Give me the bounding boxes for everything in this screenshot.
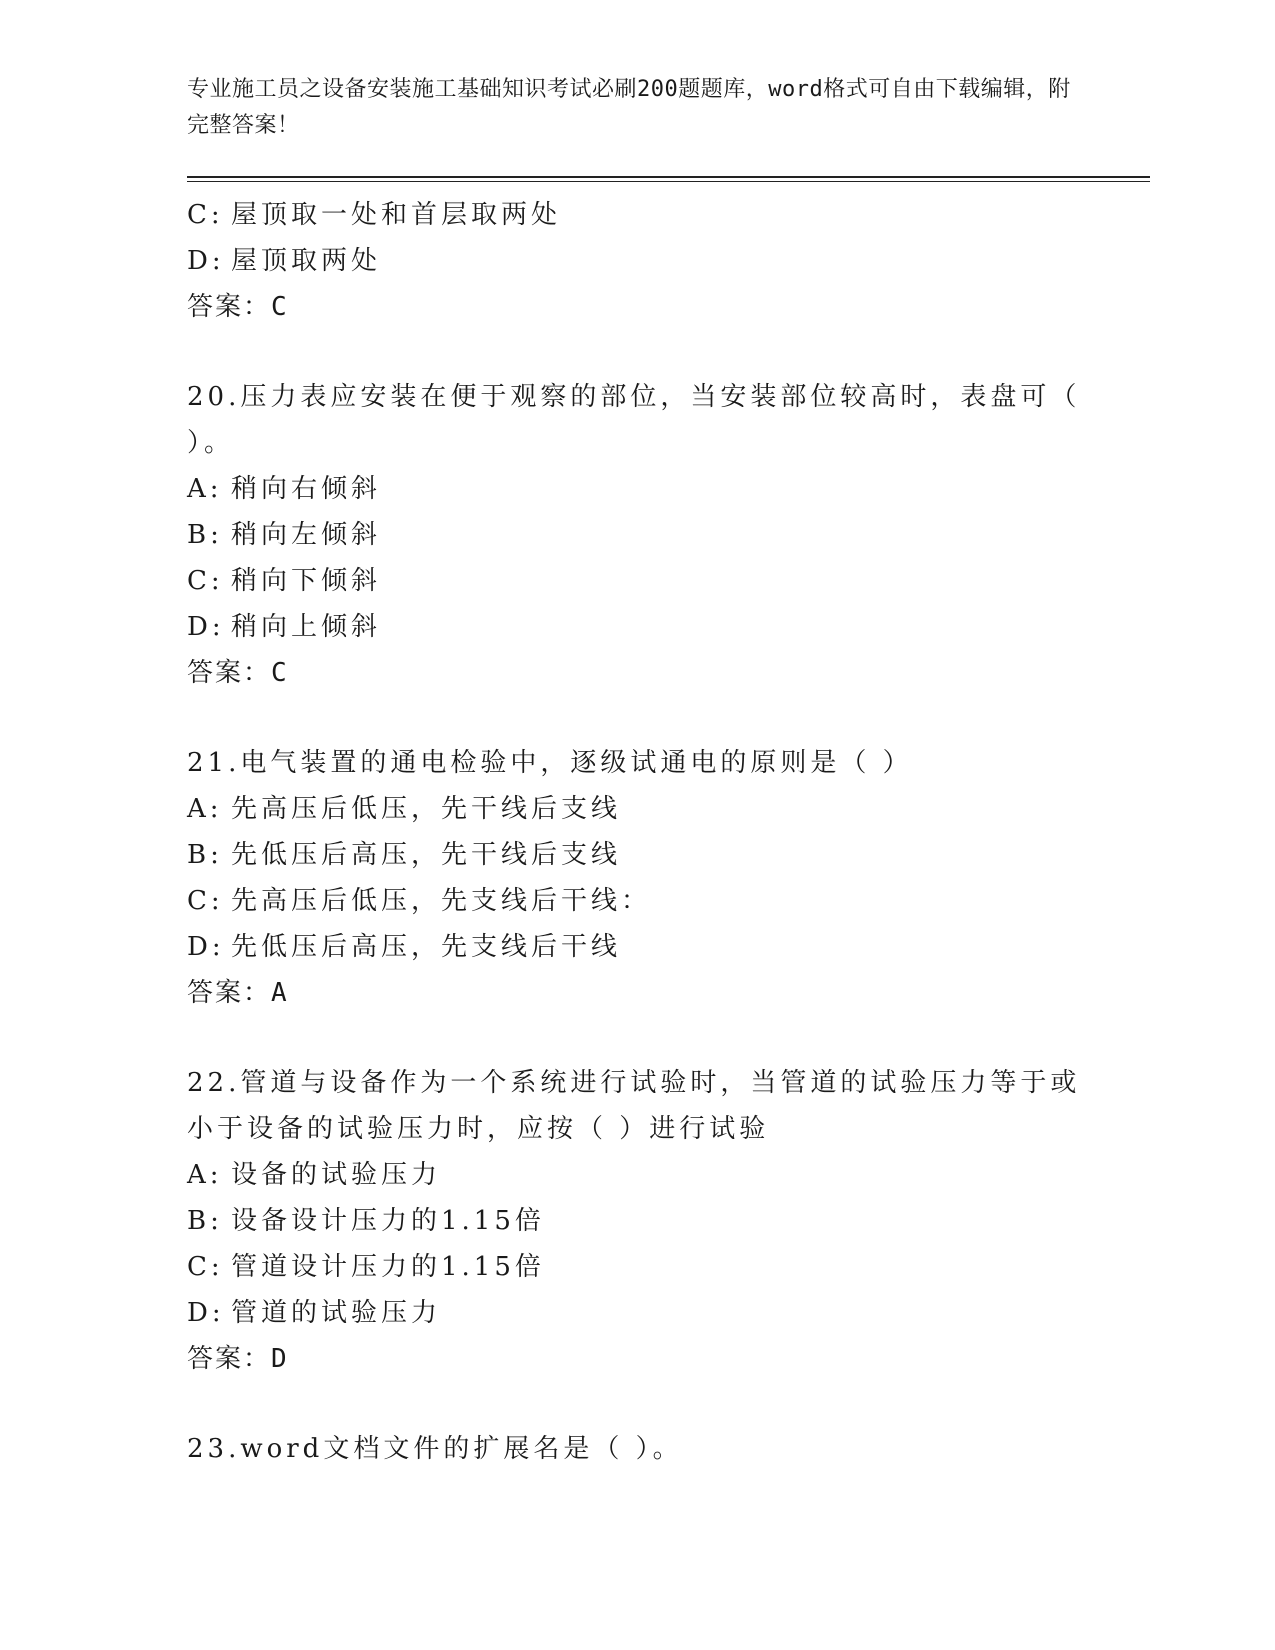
- option-label: C:: [187, 200, 224, 230]
- option-line: [187, 924, 1087, 970]
- option-text: 稍向左倾斜: [231, 520, 382, 550]
- option-line: [187, 1152, 1087, 1198]
- option-text: 管道设计压力的1.15倍: [231, 1252, 545, 1282]
- option-text: 稍向右倾斜: [231, 474, 382, 504]
- question-block: [187, 1426, 1087, 1472]
- option-text: 管道的试验压力: [231, 1298, 442, 1328]
- document-header: [187, 72, 1087, 144]
- question-block: [187, 1060, 1087, 1382]
- option-text: 设备设计压力的1.15倍: [231, 1206, 545, 1236]
- option-line: [187, 1244, 1087, 1290]
- header-divider-thick: [187, 176, 1150, 178]
- answer-line: 答案：C: [187, 658, 289, 688]
- option-label: D:: [187, 612, 225, 642]
- question-text: 23.word文档文件的扩展名是（ ）。: [187, 1434, 683, 1464]
- option-line: [187, 786, 1087, 832]
- option-text: 先低压后高压，先干线后支线: [231, 840, 622, 870]
- option-text: 屋顶取一处和首层取两处: [231, 200, 562, 230]
- answer-line: 答案：C: [187, 292, 289, 322]
- option-text: 稍向下倾斜: [231, 566, 382, 596]
- option-line: [187, 832, 1087, 878]
- option-text: 设备的试验压力: [231, 1160, 442, 1190]
- option-label: A:: [187, 1160, 223, 1190]
- question-text: 22.管道与设备作为一个系统进行试验时，当管道的试验压力等于或小于设备的试验压力时，应按（ ）进行试验: [187, 1068, 1081, 1144]
- option-label: D:: [187, 1298, 225, 1328]
- option-text: 先高压后低压，先干线后支线: [231, 794, 622, 824]
- document-title: 专业施工员之设备安装施工基础知识考试必刷200题题库，word格式可自由下载编辑，附完整答案！: [187, 77, 1071, 138]
- header-divider-thin: [187, 181, 1150, 182]
- option-line: [187, 558, 1087, 604]
- option-line: [187, 192, 1087, 238]
- question-block-partial: [187, 192, 1087, 330]
- option-text: 屋顶取两处: [231, 246, 382, 276]
- answer-line: 答案：A: [187, 978, 289, 1008]
- option-line: [187, 466, 1087, 512]
- option-label: A:: [187, 794, 223, 824]
- option-label: A:: [187, 474, 223, 504]
- option-label: D:: [187, 932, 225, 962]
- question-list: [187, 192, 1087, 1472]
- option-line: [187, 1290, 1087, 1336]
- option-line: [187, 604, 1087, 650]
- option-line: [187, 512, 1087, 558]
- option-label: C:: [187, 566, 224, 596]
- option-line: [187, 878, 1087, 924]
- option-label: B:: [187, 520, 223, 550]
- question-text: 21.电气装置的通电检验中，逐级试通电的原则是（ ）: [187, 748, 913, 778]
- option-line: [187, 238, 1087, 284]
- option-text: 稍向上倾斜: [231, 612, 382, 642]
- option-label: C:: [187, 886, 224, 916]
- option-label: B:: [187, 1206, 223, 1236]
- question-text: 20.压力表应安装在便于观察的部位，当安装部位较高时，表盘可（ ）。: [187, 382, 1081, 458]
- question-block: [187, 740, 1087, 1016]
- option-text: 先高压后低压，先支线后干线：: [231, 886, 652, 916]
- option-label: C:: [187, 1252, 224, 1282]
- question-block: [187, 374, 1087, 696]
- option-line: [187, 1198, 1087, 1244]
- answer-line: 答案：D: [187, 1344, 289, 1374]
- option-label: B:: [187, 840, 223, 870]
- option-label: D:: [187, 246, 225, 276]
- option-text: 先低压后高压，先支线后干线: [231, 932, 622, 962]
